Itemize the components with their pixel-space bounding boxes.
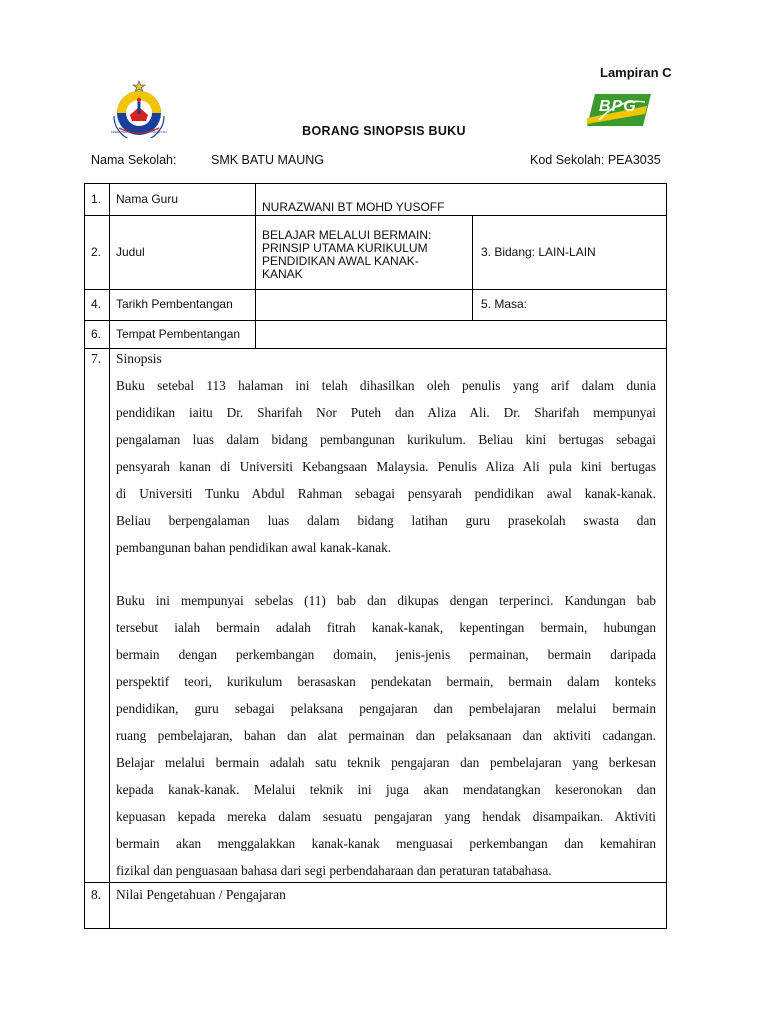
sinopsis-line: Buku setebal 113 halaman ini telah dihasilkan oleh penulis yang arif dalam dunia xyxy=(116,378,656,393)
sinopsis-line: kepuasan kepada mereka dalam sesuatu pengajaran yang hendak disampaikan. Aktiviti xyxy=(116,809,656,824)
form-title: BORANG SINOPSIS BUKU xyxy=(302,124,466,138)
kod-sekolah: Kod Sekolah: PEA3035 xyxy=(530,153,661,167)
sinopsis-line: bermain akan menggalakkan kanak-kanak menguasai perkembangan dan kemahiran xyxy=(116,836,656,851)
sinopsis-line: fizikal dan penguasaan bahasa dari segi perbendaharaan dan peraturan tatabahasa. xyxy=(116,863,552,878)
tempat-pembentangan-label: Tempat Pembentangan xyxy=(116,327,241,341)
sinopsis-line: Belajar melalui bermain adalah satu teknik pengajaran dan pembelajaran yang berkesan xyxy=(116,755,656,770)
sinopsis-line: pensyarah kanan di Universiti Kebangsaan Malaysia. Penulis Aliza Ali pula kini bertugas xyxy=(116,459,656,474)
row-number: 6. xyxy=(91,327,102,341)
nama-sekolah-value: SMK BATU MAUNG xyxy=(211,153,324,167)
sinopsis-label: Sinopsis xyxy=(116,351,162,366)
nilai-pengetahuan-label: Nilai Pengetahuan / Pengajaran xyxy=(116,887,286,902)
sinopsis-line: ruang pembelajaran, bahan dan alat permainan dan pelaksanaan dan aktiviti cadangan. xyxy=(116,728,656,743)
sinopsis-paragraph-2 xyxy=(116,587,656,884)
row-number: 2. xyxy=(91,245,102,259)
bidang-label: 3. Bidang: LAIN-LAIN xyxy=(481,245,596,259)
judul-line: PENDIDIKAN AWAL KANAK- xyxy=(262,254,419,268)
judul-line: KANAK xyxy=(262,267,303,281)
judul-line: PRINSIP UTAMA KURIKULUM xyxy=(262,241,428,255)
ministry-caption: KEMENTERIAN PENDIDIKAN MALAYSIA xyxy=(110,130,168,134)
judul-label: Judul xyxy=(116,245,145,259)
row-number: 4. xyxy=(91,297,102,311)
tarikh-pembentangan-label: Tarikh Pembentangan xyxy=(116,297,233,311)
sinopsis-line: pembangunan bahan pendidikan awal kanak-kanak. xyxy=(116,540,392,555)
row-divider xyxy=(85,289,666,290)
sinopsis-paragraph-1 xyxy=(116,372,656,561)
row-divider xyxy=(85,348,666,349)
row-number: 1. xyxy=(91,192,102,206)
label-column-divider xyxy=(255,184,256,348)
sinopsis-line: Beliau berpengalaman luas dalam bidang latihan guru prasekolah swasta dan xyxy=(116,513,656,528)
value-column-divider xyxy=(472,215,473,320)
row-number: 8. xyxy=(91,887,102,902)
sinopsis-line: Buku ini mempunyai sebelas (11) bab dan dikupas dengan terperinci. Kandungan bab xyxy=(116,593,656,608)
row-number: 7. xyxy=(91,351,102,366)
sinopsis-line: tersebut ialah bermain adalah fitrah kanak-kanak, kepentingan bermain, hubungan xyxy=(116,620,656,635)
sinopsis-line: kepada kanak-kanak. Melalui teknik ini juga akan mendatangkan keseronokan dan xyxy=(116,782,656,797)
sinopsis-line: bermain dengan perkembangan domain, jenis-jenis permainan, bermain daripada xyxy=(116,647,656,662)
bpg-logo-icon xyxy=(585,92,653,128)
bpg-logo-text: BPG xyxy=(599,98,637,115)
form-table xyxy=(84,183,667,929)
sinopsis-line: pendidikan iaitu Dr. Sharifah Nor Puteh dan Aliza Ali. Dr. Sharifah mempunyai xyxy=(116,405,656,420)
sinopsis-line: perspektif teori, kurikulum berasaskan pendekatan bermain, bermain dalam konteks xyxy=(116,674,656,689)
lampiran-label: Lampiran C xyxy=(600,65,672,80)
judul-line: BELAJAR MELALUI BERMAIN: xyxy=(262,228,432,242)
number-column-divider xyxy=(109,184,110,928)
nama-sekolah-label: Nama Sekolah: xyxy=(91,153,177,167)
sinopsis-line: pendidikan, guru sebagai pelaksana pengajaran dan pembelajaran melalui bermain xyxy=(116,701,656,716)
masa-label: 5. Masa: xyxy=(481,297,528,311)
row-divider xyxy=(85,320,666,321)
row-divider xyxy=(85,215,666,216)
sinopsis-line: pengalaman luas dalam bidang pembangunan kurikulum. Beliau kini bertugas sebagai xyxy=(116,432,656,447)
nama-guru-value: NURAZWANI BT MOHD YUSOFF xyxy=(262,200,445,214)
sinopsis-line: di Universiti Tunku Abdul Rahman sebagai pensyarah pendidikan awal kanak-kanak. xyxy=(116,486,656,501)
nama-guru-label: Nama Guru xyxy=(116,192,179,206)
